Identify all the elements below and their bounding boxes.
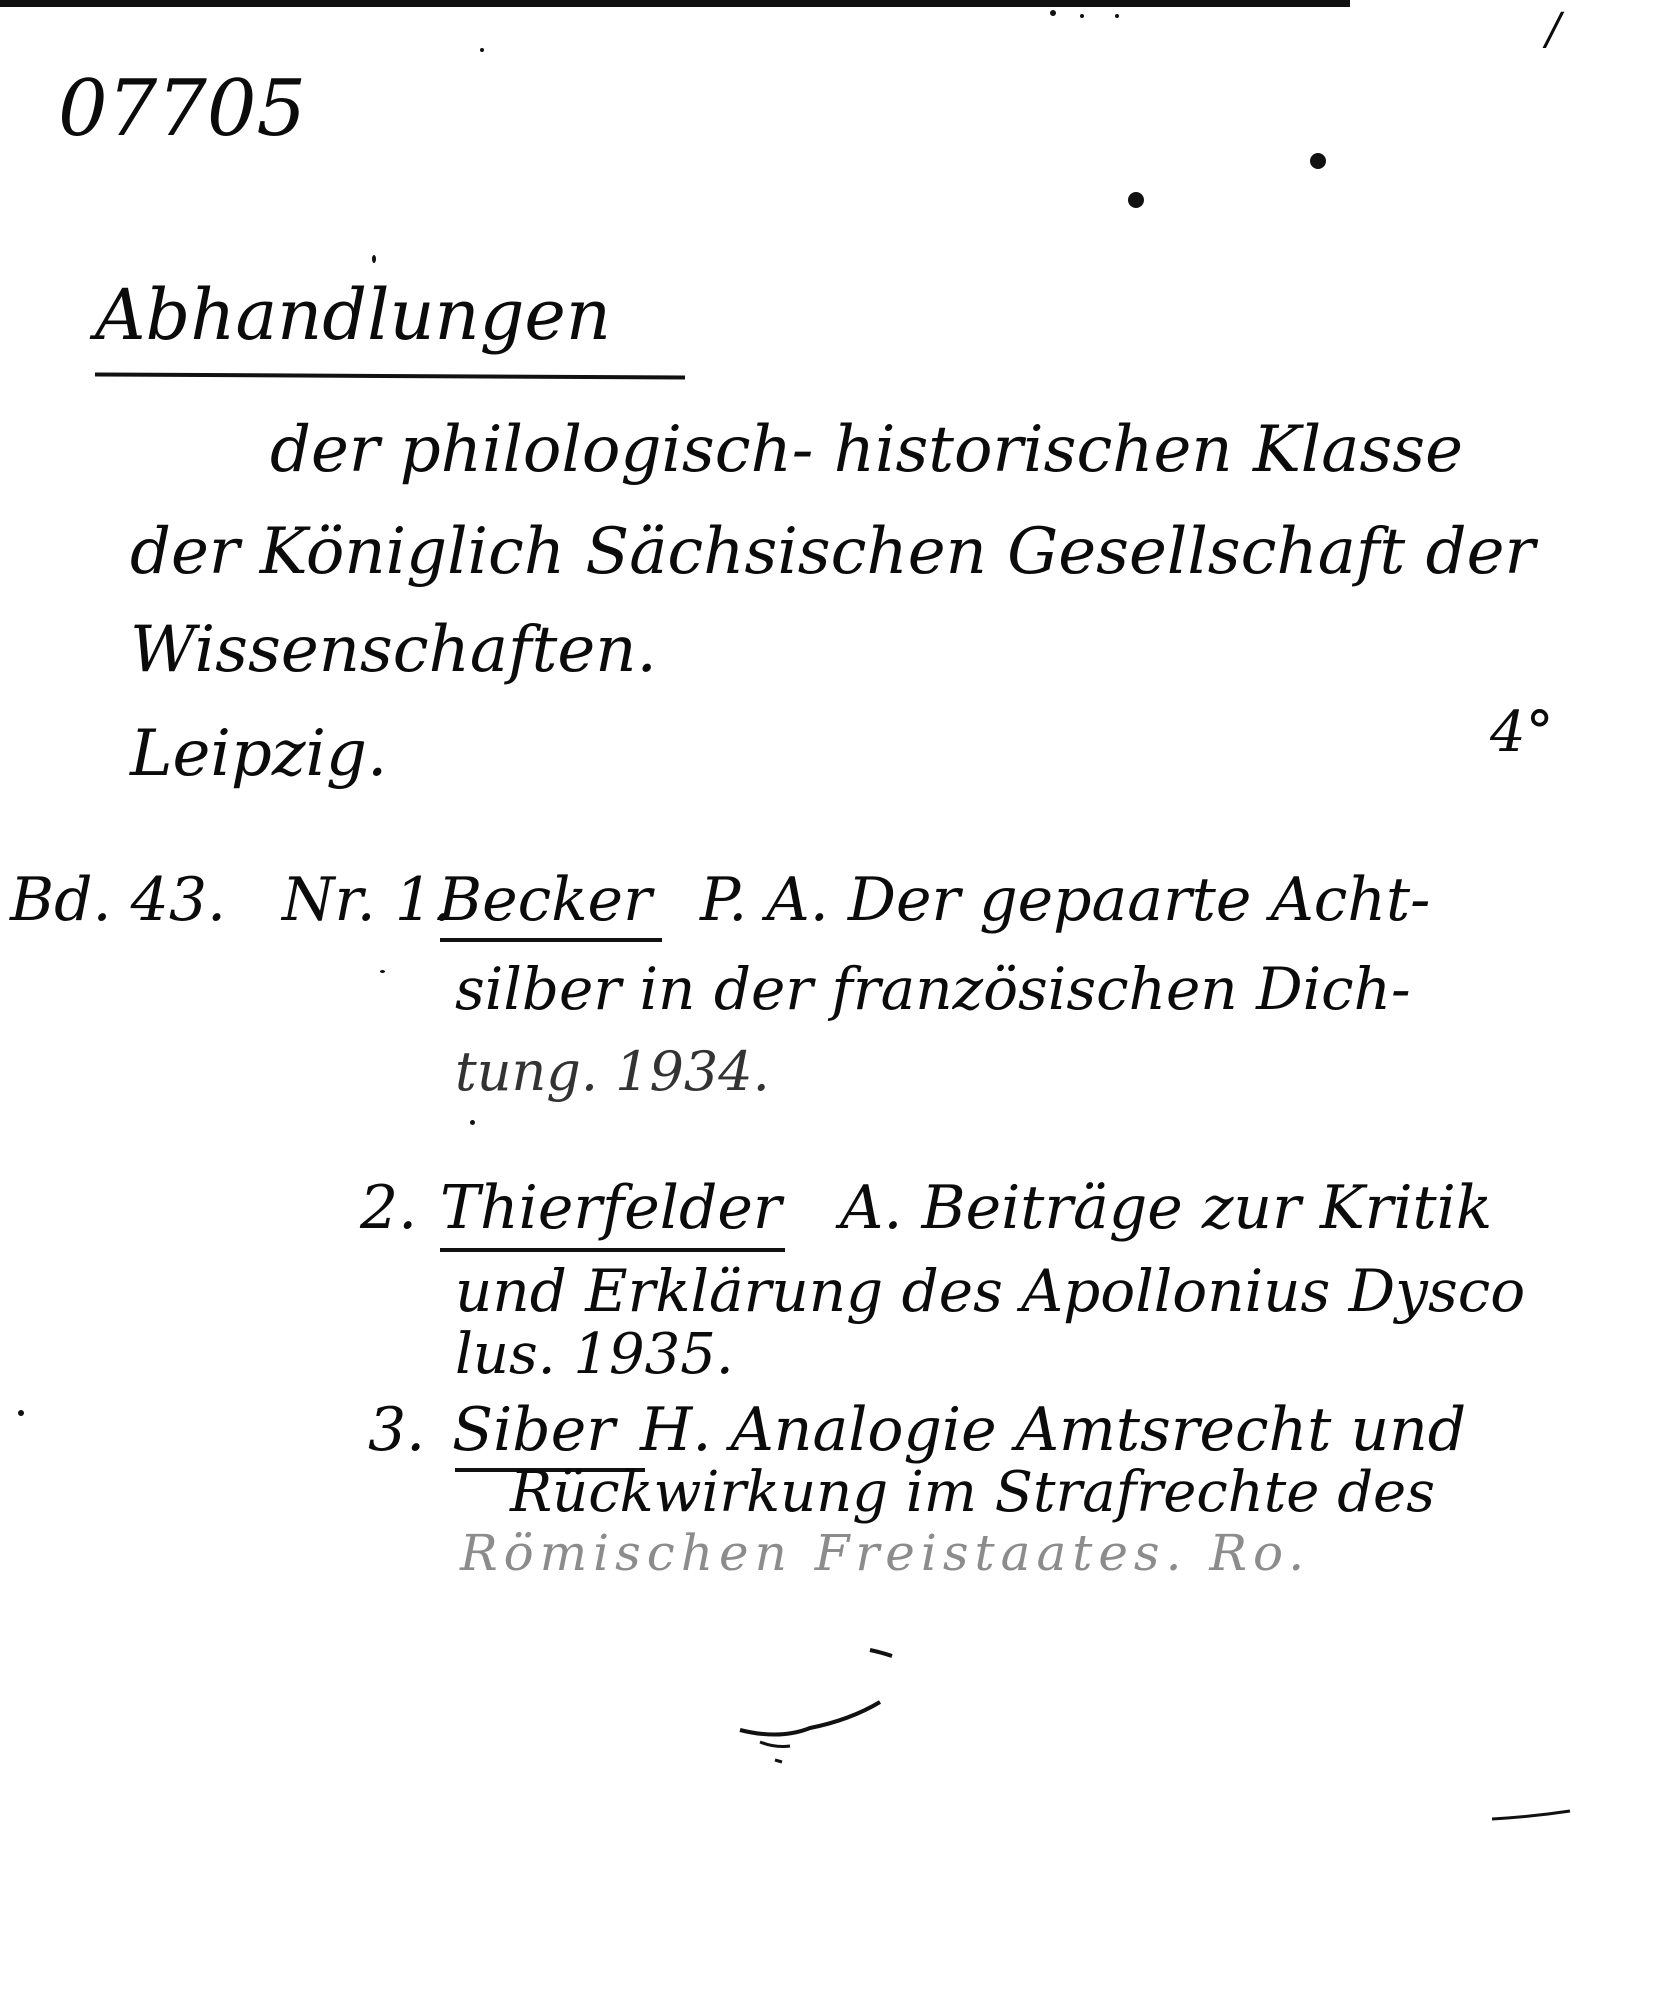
ink-speck (380, 970, 385, 973)
stray-pen-mark (720, 1630, 920, 1770)
entry-author: Becker (438, 865, 652, 935)
ink-speck (1115, 14, 1119, 18)
ink-speck (1050, 10, 1056, 16)
ink-speck (372, 255, 376, 263)
ink-speck (470, 1120, 475, 1125)
series-line-3: Wissenschaften. (130, 613, 657, 687)
entry-author: Thierfelder (440, 1173, 782, 1243)
ink-speck (1310, 153, 1326, 169)
entry-title-continued: Rückwirkung im Strafrechte des (510, 1460, 1435, 1525)
entry-title-continued: und Erklärung des Apollonius Dysco (455, 1257, 1526, 1325)
entry-title-continued: silber in der französischen Dich- (455, 955, 1411, 1023)
catalog-number: 07705 (58, 64, 307, 154)
author-underline (440, 1248, 785, 1252)
entry-author: Siber (452, 1395, 615, 1465)
publication-place: Leipzig. (130, 717, 388, 791)
ink-speck (18, 1410, 24, 1416)
author-underline (440, 938, 662, 942)
series-line-1: der philologisch- historischen Klasse (270, 413, 1463, 487)
format-size: 4° (1490, 700, 1554, 765)
entry-number: Nr. 1. (282, 865, 452, 935)
series-line-2: der Königlich Sächsischen Gesellschaft der (130, 515, 1536, 589)
ink-speck (1080, 14, 1084, 18)
ink-speck (480, 48, 484, 52)
entry-title-end: lus. 1935. (455, 1322, 734, 1387)
stray-pen-mark (1490, 1805, 1580, 1825)
card-top-edge (0, 0, 1350, 7)
corner-mark: / (1546, 4, 1561, 55)
ink-speck (1128, 192, 1144, 208)
entry-title: P. A. Der gepaarte Acht- (700, 865, 1431, 935)
entry-title-end-faded: Römischen Freistaates. Ro. (460, 1524, 1311, 1582)
entry-title: H. Analogie Amtsrecht und (640, 1395, 1467, 1465)
entry-title: A. Beiträge zur Kritik (840, 1173, 1493, 1243)
series-title: Abhandlungen (95, 274, 611, 356)
entry-title-end: tung. 1934. (455, 1040, 770, 1103)
entry-number: 2. (360, 1173, 418, 1243)
title-underline (95, 372, 685, 379)
volume-label: Bd. 43. (10, 865, 227, 935)
entry-number: 3. (368, 1395, 426, 1465)
